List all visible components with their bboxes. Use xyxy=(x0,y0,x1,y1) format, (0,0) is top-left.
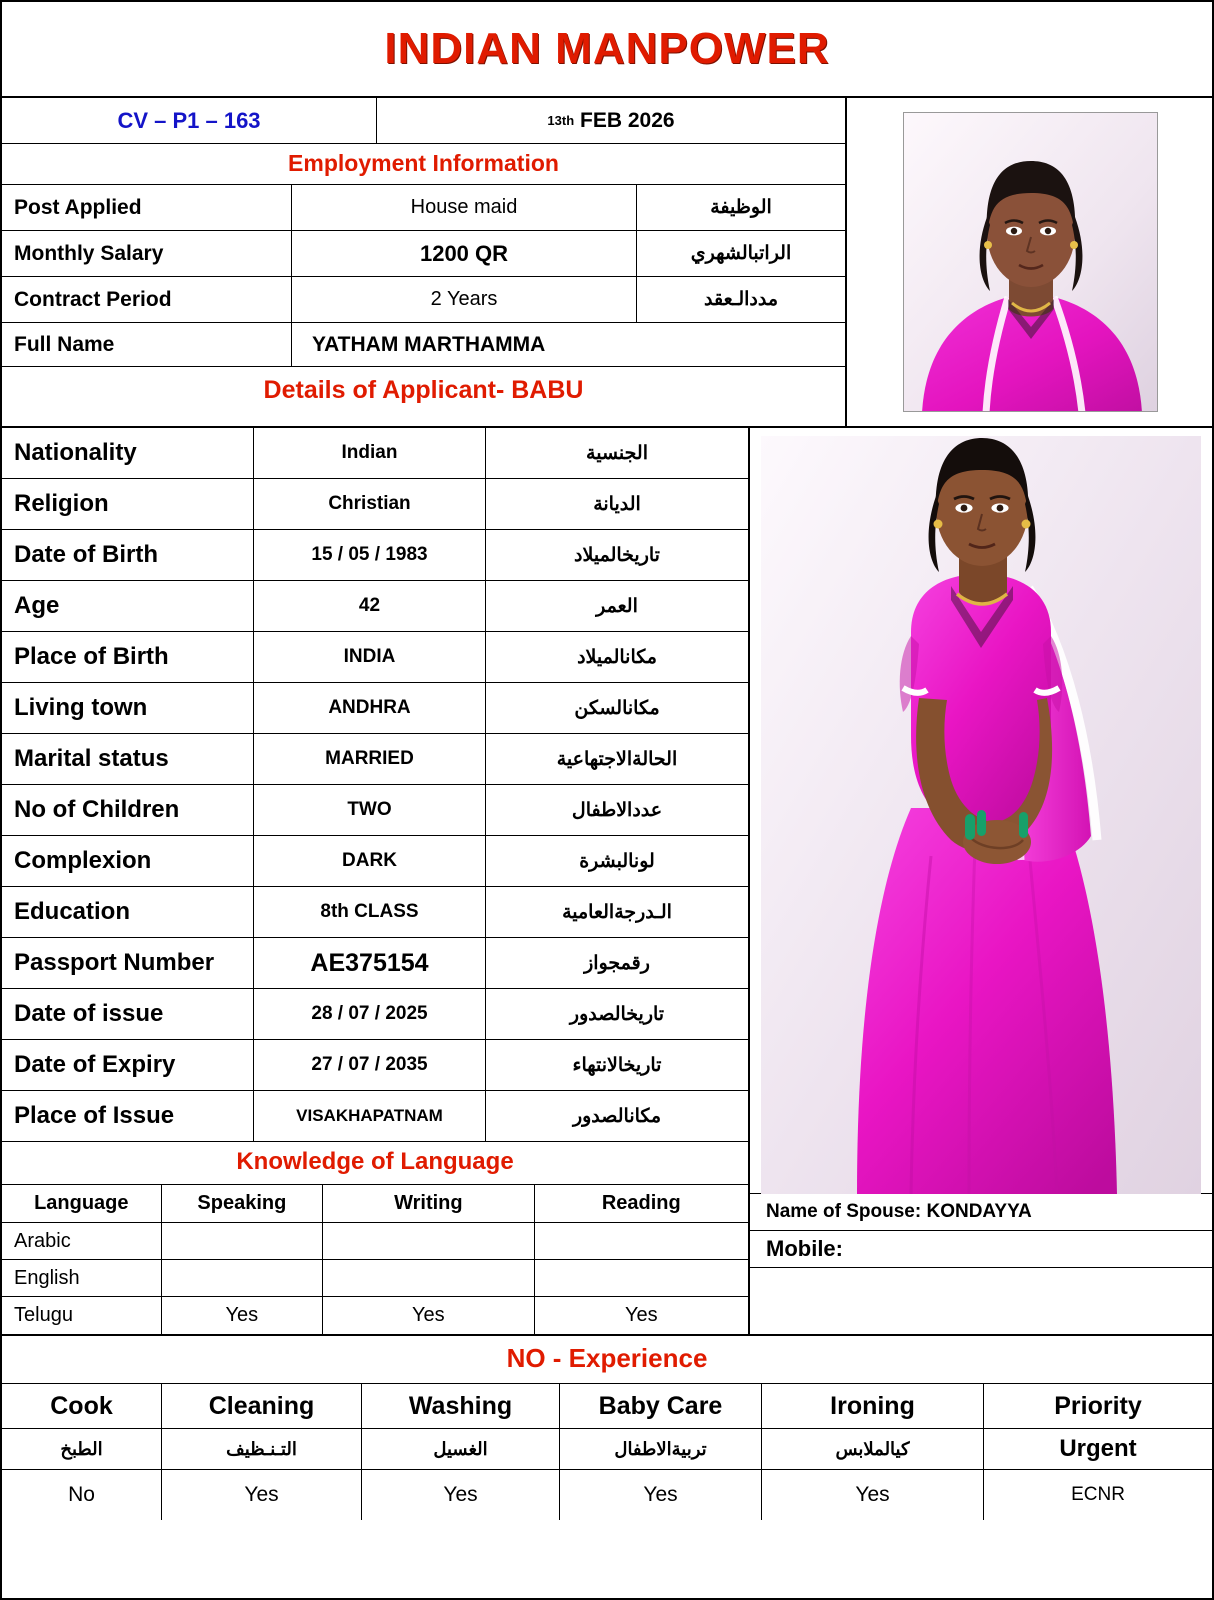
spouse-mobile: Mobile: xyxy=(750,1231,1212,1268)
date-of-expiry-arabic: تاريخالانتهاء xyxy=(572,1054,662,1076)
detail-row-children xyxy=(2,785,748,836)
religion-arabic: الديانة xyxy=(593,493,641,515)
living-town-value: ANDHRA xyxy=(254,683,486,733)
experience-value-washing: Yes xyxy=(362,1470,560,1520)
detail-row-marital-status xyxy=(2,734,748,785)
complexion-label: Complexion xyxy=(2,836,254,886)
age-value: 42 xyxy=(254,581,486,631)
living-town-label: Living town xyxy=(2,683,254,733)
nationality-label: Nationality xyxy=(2,428,254,478)
detail-row-passport-number xyxy=(2,938,748,989)
experience-arabic-cleaning: التـنـظيف xyxy=(162,1429,362,1469)
detail-row-date-of-issue xyxy=(2,989,748,1040)
details-section xyxy=(2,428,1212,1334)
place-of-birth-arabic: مكانالميلاد xyxy=(577,646,657,668)
detail-row-education xyxy=(2,887,748,938)
detail-row-nationality xyxy=(2,428,748,479)
nationality-arabic: الجنسية xyxy=(586,442,648,464)
date-of-issue-label: Date of issue xyxy=(2,989,254,1039)
detail-row-living-town xyxy=(2,683,748,734)
date-text: FEB 2026 xyxy=(580,108,675,132)
living-town-arabic: مكانالسكن xyxy=(574,697,660,719)
full-photo-cell xyxy=(750,428,1212,1193)
date-of-birth-value: 15 / 05 / 1983 xyxy=(254,530,486,580)
experience-value-ecnr: ECNR xyxy=(1071,1484,1125,1505)
language-speaking xyxy=(162,1260,324,1296)
language-writing xyxy=(323,1223,534,1259)
age-label: Age xyxy=(2,581,254,631)
experience-arabic-ironing: كيالملابس xyxy=(762,1429,984,1469)
experience-header-washing: Washing xyxy=(362,1384,560,1428)
employment-section-title: Employment Information xyxy=(2,144,845,185)
date-of-expiry-value: 27 / 07 / 2035 xyxy=(254,1040,486,1090)
experience-values-row xyxy=(2,1470,1212,1520)
date-of-expiry-label: Date of Expiry xyxy=(2,1040,254,1090)
full-name-label: Full Name xyxy=(2,323,292,366)
experience-arabic-washing: الغسيل xyxy=(362,1429,560,1469)
contract-period-value: 2 Years xyxy=(292,277,637,322)
language-writing xyxy=(323,1260,534,1296)
passport-number-arabic: رقمجواز xyxy=(584,952,650,974)
no-of-children-arabic: عددالاطفال xyxy=(571,799,663,821)
date-of-issue-arabic: تاريخالصدور xyxy=(569,1003,665,1025)
full-photo-column xyxy=(750,428,1212,1334)
monthly-salary-label: Monthly Salary xyxy=(2,231,292,276)
monthly-salary-value: 1200 QR xyxy=(292,231,637,276)
age-arabic: العمر xyxy=(596,595,638,617)
employment-block xyxy=(2,98,847,426)
experience-value-cook: No xyxy=(2,1470,162,1520)
date-of-birth-label: Date of Birth xyxy=(2,530,254,580)
employment-row-fullname xyxy=(2,323,845,367)
no-of-children-value: TWO xyxy=(254,785,486,835)
language-speaking xyxy=(162,1223,324,1259)
date-of-birth-arabic: تاريخالميلاد xyxy=(574,544,660,566)
spouse-blank-row xyxy=(750,1268,1212,1305)
detail-row-place-of-issue xyxy=(2,1091,748,1142)
spouse-name: Name of Spouse: KONDAYYA xyxy=(750,1194,1212,1231)
detail-row-place-of-birth xyxy=(2,632,748,683)
post-applied-arabic: الوظيفة xyxy=(710,197,772,218)
monthly-salary-arabic: الراتبالشهري xyxy=(690,243,792,264)
place-of-birth-value: INDIA xyxy=(254,632,486,682)
language-header-writing: Writing xyxy=(323,1185,534,1222)
complexion-value: DARK xyxy=(254,836,486,886)
experience-header-cook: Cook xyxy=(2,1384,162,1428)
passport-photo xyxy=(903,112,1158,412)
applicant-details-title: Details of Applicant- BABU xyxy=(263,376,584,404)
cv-header-row xyxy=(2,98,845,144)
experience-arabic-cook: الطبخ xyxy=(2,1429,162,1469)
experience-header-priority: Priority xyxy=(1054,1391,1142,1420)
top-section xyxy=(2,98,1212,428)
religion-label: Religion xyxy=(2,479,254,529)
full-name-value: YATHAM MARTHAMMA xyxy=(312,332,546,356)
employment-row-contract xyxy=(2,277,845,323)
language-reading: Yes xyxy=(624,1304,658,1326)
marital-status-arabic: الحالةالاجتهاعية xyxy=(556,748,678,770)
language-writing: Yes xyxy=(323,1297,534,1334)
experience-value-ironing: Yes xyxy=(762,1470,984,1520)
experience-header-cleaning: Cleaning xyxy=(162,1384,362,1428)
language-section-title: Knowledge of Language xyxy=(2,1142,748,1185)
employment-row-salary xyxy=(2,231,845,277)
language-header-speaking: Speaking xyxy=(162,1185,324,1222)
experience-arabic-row xyxy=(2,1429,1212,1470)
document-title-bar xyxy=(2,2,1212,98)
spouse-block xyxy=(750,1193,1212,1305)
passport-photo-cell xyxy=(847,98,1212,426)
contract-period-arabic: مددالـعقد xyxy=(704,289,778,310)
complexion-arabic: لونالبشرة xyxy=(579,850,655,872)
detail-row-religion xyxy=(2,479,748,530)
experience-value-cleaning: Yes xyxy=(162,1470,362,1520)
place-of-issue-label: Place of Issue xyxy=(2,1091,254,1141)
language-row-telugu xyxy=(2,1297,748,1334)
cv-number: CV – P1 – 163 xyxy=(2,98,377,143)
language-table-header xyxy=(2,1185,748,1223)
full-photo-illustration xyxy=(761,436,1201,1194)
experience-header-row xyxy=(2,1384,1212,1429)
experience-arabic-baby-care: تربيةالاطفال xyxy=(560,1429,762,1469)
place-of-issue-value: VISAKHAPATNAM xyxy=(254,1091,486,1141)
language-header-reading: Reading xyxy=(601,1192,681,1214)
experience-header-ironing: Ironing xyxy=(762,1384,984,1428)
post-applied-value: House maid xyxy=(292,185,637,230)
full-photo xyxy=(761,436,1201,1194)
experience-table xyxy=(2,1384,1212,1520)
passport-number-value: AE375154 xyxy=(254,938,486,988)
no-of-children-label: No of Children xyxy=(2,785,254,835)
language-name: Telugu xyxy=(2,1297,162,1334)
place-of-birth-label: Place of Birth xyxy=(2,632,254,682)
marital-status-value: MARRIED xyxy=(254,734,486,784)
post-applied-label: Post Applied xyxy=(2,185,292,230)
contract-period-label: Contract Period xyxy=(2,277,292,322)
page-title: INDIAN MANPOWER xyxy=(384,24,830,73)
experience-value-baby-care: Yes xyxy=(560,1470,762,1520)
detail-row-dob xyxy=(2,530,748,581)
religion-value: Christian xyxy=(254,479,486,529)
education-label: Education xyxy=(2,887,254,937)
language-row-english xyxy=(2,1260,748,1297)
language-header-language: Language xyxy=(2,1185,162,1222)
education-arabic: الـدرجةالعامية xyxy=(562,901,672,923)
date-superscript: 13th xyxy=(547,113,575,128)
date-of-issue-value: 28 / 07 / 2025 xyxy=(254,989,486,1039)
employment-row-post xyxy=(2,185,845,231)
passport-photo-illustration xyxy=(904,113,1158,412)
details-table xyxy=(2,428,750,1334)
marital-status-label: Marital status xyxy=(2,734,254,784)
experience-section-title: NO - Experience xyxy=(2,1334,1212,1384)
detail-row-date-of-expiry xyxy=(2,1040,748,1091)
experience-priority-value: Urgent xyxy=(1059,1435,1137,1462)
document-date xyxy=(377,98,845,143)
language-name: Arabic xyxy=(2,1223,162,1259)
language-row-arabic xyxy=(2,1223,748,1260)
language-speaking: Yes xyxy=(162,1297,324,1334)
place-of-issue-arabic: مكانالصدور xyxy=(572,1105,662,1127)
nationality-value: Indian xyxy=(254,428,486,478)
education-value: 8th CLASS xyxy=(254,887,486,937)
detail-row-age xyxy=(2,581,748,632)
detail-row-complexion xyxy=(2,836,748,887)
passport-number-label: Passport Number xyxy=(2,938,254,988)
language-reading xyxy=(535,1223,748,1259)
language-name: English xyxy=(2,1260,162,1296)
experience-header-baby-care: Baby Care xyxy=(560,1384,762,1428)
language-reading xyxy=(535,1260,748,1296)
